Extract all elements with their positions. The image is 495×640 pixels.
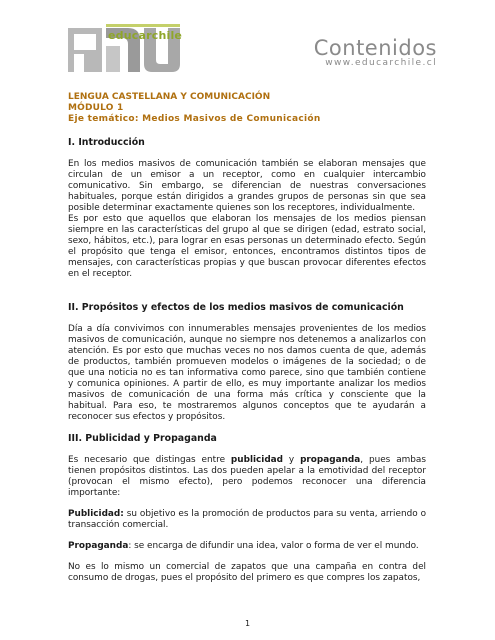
- advertising-paragraph-1: [68, 455, 426, 499]
- header-title: Contenidos: [313, 36, 437, 60]
- definition-propaganda: [68, 541, 426, 552]
- header-url: www.educarchile.cl: [325, 58, 437, 68]
- brand-name: educarchile: [108, 29, 183, 42]
- text-run: y: [283, 455, 301, 465]
- document-body: [68, 92, 426, 584]
- intro-paragraph-1: En los medios masivos de comunicación también se elaboran mensajes que circulan de un emisor a un receptor, como en cualquier intercambio comunicativo. Sin embargo, se diferencian de nuestras conversaciones habituales, porque están dirigidos a grandes grupos de personas sin que sea posible determinar exactamente quienes son los receptores, individualmente.: [68, 159, 426, 213]
- course-module: MÓDULO 1: [68, 103, 124, 113]
- definition-term: Publicidad:: [68, 509, 124, 519]
- course-theme: Eje temático: Medios Masivos de Comunicación: [68, 114, 321, 124]
- definition-term: Propaganda: [68, 541, 129, 551]
- definition-publicidad: [68, 509, 426, 531]
- page-number: 1: [244, 619, 251, 628]
- intro-paragraph-2: Es por esto que aquellos que elaboran los mensajes de los medios piensan siempre en las características del grupo al que se dirigen (edad, estrato social, sexo, hábitos, etc.), para lograr en esas personas un determinado efecto. Según el propósito que tenga el emisor, entonces, encontramos distintos tipos de mensajes, con características propias y que buscan provocar diferentes efectos en el receptor.: [68, 214, 426, 279]
- text-run: , pues ambas tienen propósitos distintos. Las dos pueden apelar a la emotividad del receptor (provocan el mismo efecto), pero podemos reconocer una diferencia importante:: [68, 455, 426, 498]
- term-publicidad: publicidad: [230, 455, 284, 465]
- page-header: [0, 0, 495, 80]
- text-run: Es necesario que distingas entre: [68, 455, 231, 465]
- course-subject: LENGUA CASTELLANA Y COMUNICACIÓN: [68, 92, 271, 102]
- purposes-paragraph-1: Día a día convivimos con innumerables mensajes provenientes de los medios masivos de comunicación, aunque no siempre nos detenemos a analizarlos con atención. Es por esto que muchas veces no nos damos cuenta de que, además de productos, también promueven modelos o imágenes de la sociedad; o de que una noticia no es tan informativa como parece, sino que también contiene y comunica opiniones. A partir de ello, es muy importante analizar los medios masivos de comunicación de una forma más crítica y consciente que la habitual. Para eso, te mostraremos algunos conceptos que te ayudarán a reconocer sus efectos y propósitos.: [68, 324, 426, 422]
- section-heading-advertising: III. Publicidad y Propaganda: [68, 433, 217, 444]
- advertising-paragraph-2: No es lo mismo un comercial de zapatos que una campaña en contra del consumo de drogas, pues el propósito del primero es que compres los zapatos,: [68, 562, 426, 583]
- section-heading-purposes: II. Propósitos y efectos de los medios masivos de comunicación: [68, 302, 404, 313]
- definition-text: su objetivo es la promoción de productos para su venta, arriendo o transacción comercial.: [68, 509, 426, 530]
- section-heading-intro: I. Introducción: [68, 137, 145, 148]
- definition-text: : se encarga de difundir una idea, valor o forma de ver el mundo.: [128, 541, 419, 551]
- term-propaganda: propaganda: [300, 455, 361, 465]
